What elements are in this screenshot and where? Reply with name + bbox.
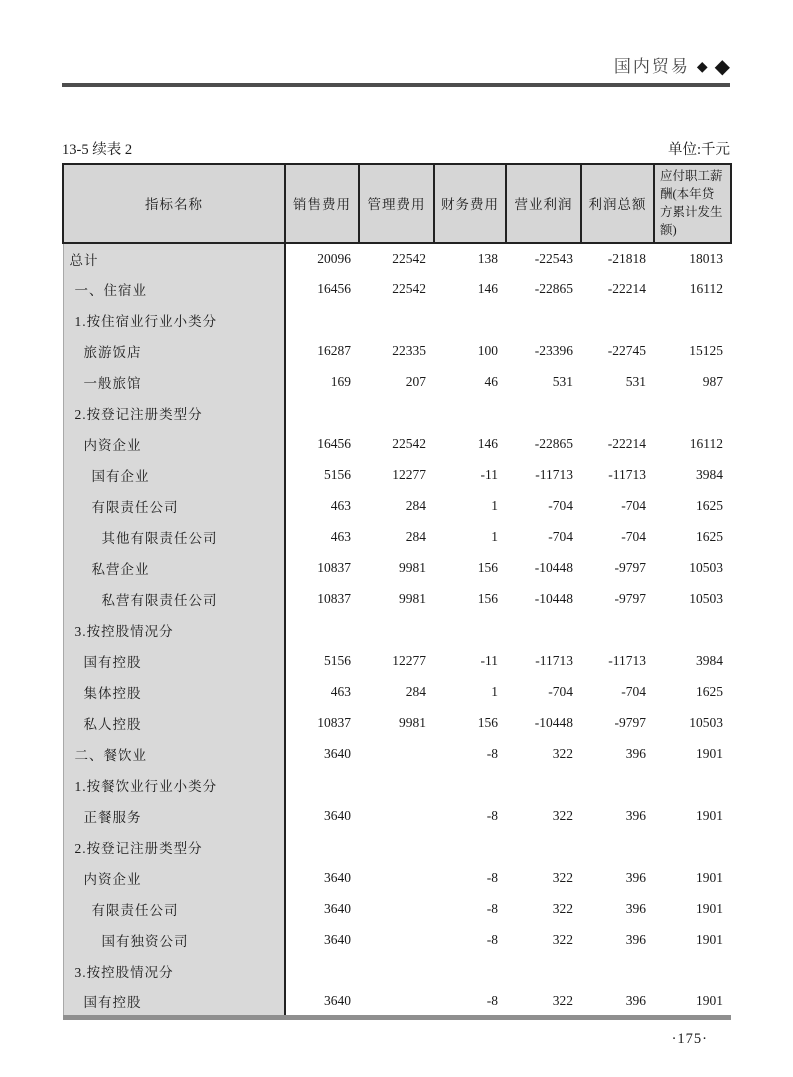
table-row xyxy=(63,429,731,460)
cell-value xyxy=(359,987,434,1018)
cell-value: 169 xyxy=(330,374,351,389)
cell-value xyxy=(434,956,506,987)
cell-value xyxy=(506,305,581,336)
column-header: 利润总额 xyxy=(581,164,654,243)
table-header xyxy=(63,164,731,243)
cell-value: 396 xyxy=(625,746,646,761)
table-row xyxy=(63,522,731,553)
cell-value xyxy=(506,615,581,646)
cell-value xyxy=(581,398,654,429)
cell-value xyxy=(654,615,731,646)
cell-value: 1901 xyxy=(696,746,723,761)
row-label: 私营企业 xyxy=(63,553,285,584)
cell-value: -8 xyxy=(486,746,498,761)
cell-value: 1901 xyxy=(696,870,723,885)
cell-value: 16287 xyxy=(317,343,351,358)
cell-value: 10837 xyxy=(317,715,351,730)
cell-value: -9797 xyxy=(614,591,646,606)
cell-value: 531 xyxy=(552,374,573,389)
cell-value xyxy=(581,615,654,646)
cell-value: 138 xyxy=(477,250,498,266)
table-row xyxy=(63,243,731,274)
statistics-table xyxy=(62,163,732,1020)
cell-value xyxy=(434,832,506,863)
cell-value: 10503 xyxy=(689,560,723,575)
cell-value: 396 xyxy=(625,901,646,916)
row-label: 总计 xyxy=(63,243,285,274)
cell-value: -22214 xyxy=(607,281,646,296)
cell-value: -704 xyxy=(548,684,573,699)
diamond-icon-small: ◆ xyxy=(696,60,708,75)
table-row xyxy=(63,801,731,832)
cell-value: -11 xyxy=(480,467,498,482)
cell-value: -9797 xyxy=(614,715,646,730)
cell-value: 1 xyxy=(491,498,498,513)
column-header: 应付职工薪酬(本年贷方累计发生额) xyxy=(654,164,731,243)
cell-value: 3640 xyxy=(324,870,351,885)
cell-value: 146 xyxy=(477,436,498,451)
cell-value xyxy=(359,832,434,863)
table-row xyxy=(63,367,731,398)
cell-value: 22542 xyxy=(392,250,426,266)
cell-value: 3640 xyxy=(324,932,351,947)
row-label: 3.按控股情况分 xyxy=(63,956,285,987)
cell-value: -11713 xyxy=(535,653,573,668)
cell-value: 322 xyxy=(552,901,573,916)
cell-value: -704 xyxy=(548,498,573,513)
cell-value xyxy=(359,863,434,894)
masthead-rule xyxy=(62,83,730,87)
row-label: 一般旅馆 xyxy=(63,367,285,398)
row-label: 国有企业 xyxy=(63,460,285,491)
cell-value xyxy=(434,398,506,429)
masthead xyxy=(62,56,730,78)
table-number: 13-5 续表 2 xyxy=(62,142,133,158)
unit-label: 单位:千元 xyxy=(667,142,730,158)
cell-value: 16456 xyxy=(317,436,351,451)
cell-value: -10448 xyxy=(534,560,573,575)
table-row xyxy=(63,615,731,646)
table-row xyxy=(63,925,731,956)
cell-value: 322 xyxy=(552,870,573,885)
cell-value xyxy=(359,305,434,336)
cell-value: 46 xyxy=(484,374,498,389)
cell-value xyxy=(285,398,359,429)
cell-value xyxy=(654,398,731,429)
cell-value: -8 xyxy=(486,870,498,885)
cell-value: 1625 xyxy=(696,529,723,544)
cell-value: 5156 xyxy=(324,467,351,482)
cell-value: 16112 xyxy=(689,436,723,451)
cell-value xyxy=(359,739,434,770)
table-row xyxy=(63,460,731,491)
cell-value: 1 xyxy=(491,529,498,544)
cell-value: 284 xyxy=(405,498,426,513)
table-row xyxy=(63,677,731,708)
cell-value xyxy=(285,956,359,987)
table-row xyxy=(63,553,731,584)
column-header: 营业利润 xyxy=(506,164,581,243)
cell-value xyxy=(359,894,434,925)
cell-value: 1901 xyxy=(696,901,723,916)
cell-value: 10503 xyxy=(689,591,723,606)
table-caption xyxy=(62,138,730,159)
cell-value: -22214 xyxy=(607,436,646,451)
table-row xyxy=(63,987,731,1018)
cell-value: 10837 xyxy=(317,591,351,606)
row-label: 有限责任公司 xyxy=(63,894,285,925)
column-header: 指标名称 xyxy=(63,164,285,243)
cell-value xyxy=(359,925,434,956)
cell-value: -8 xyxy=(486,932,498,947)
row-label: 3.按控股情况分 xyxy=(63,615,285,646)
cell-value xyxy=(506,398,581,429)
cell-value xyxy=(359,801,434,832)
cell-value xyxy=(359,770,434,801)
cell-value: -11713 xyxy=(608,467,646,482)
cell-value: 12277 xyxy=(392,467,426,482)
cell-value: 322 xyxy=(552,932,573,947)
row-label: 二、餐饮业 xyxy=(63,739,285,770)
cell-value xyxy=(434,770,506,801)
cell-value: 20096 xyxy=(317,250,351,266)
row-label: 1.按餐饮业行业小类分 xyxy=(63,770,285,801)
cell-value: -11713 xyxy=(535,467,573,482)
cell-value xyxy=(434,615,506,646)
cell-value xyxy=(359,956,434,987)
cell-value: -10448 xyxy=(534,715,573,730)
cell-value: 531 xyxy=(625,374,646,389)
cell-value: 16112 xyxy=(689,281,723,296)
cell-value: 3984 xyxy=(696,467,723,482)
cell-value xyxy=(359,615,434,646)
table-row xyxy=(63,770,731,801)
cell-value: 3640 xyxy=(324,901,351,916)
cell-value: 1 xyxy=(491,684,498,699)
cell-value: 22542 xyxy=(392,281,426,296)
cell-value: -8 xyxy=(486,901,498,916)
column-header: 管理费用 xyxy=(359,164,434,243)
row-label: 2.按登记注册类型分 xyxy=(63,832,285,863)
cell-value: 16456 xyxy=(317,281,351,296)
cell-value: 9981 xyxy=(399,591,426,606)
cell-value: -8 xyxy=(486,808,498,823)
cell-value: 156 xyxy=(477,560,498,575)
cell-value: -704 xyxy=(621,498,646,513)
cell-value: 284 xyxy=(405,529,426,544)
table-row xyxy=(63,894,731,925)
row-label: 2.按登记注册类型分 xyxy=(63,398,285,429)
cell-value xyxy=(654,832,731,863)
cell-value: 3984 xyxy=(696,653,723,668)
row-label: 其他有限责任公司 xyxy=(63,522,285,553)
section-title: 国内贸易 xyxy=(613,57,690,76)
cell-value: 1901 xyxy=(696,992,723,1008)
cell-value xyxy=(506,770,581,801)
page-number: ·175· xyxy=(671,1031,708,1047)
cell-value: -704 xyxy=(621,529,646,544)
cell-value: -22745 xyxy=(607,343,646,358)
row-label: 私人控股 xyxy=(63,708,285,739)
cell-value xyxy=(506,956,581,987)
row-label: 集体控股 xyxy=(63,677,285,708)
cell-value: 156 xyxy=(477,715,498,730)
table-row xyxy=(63,491,731,522)
cell-value: 987 xyxy=(702,374,723,389)
cell-value: 18013 xyxy=(689,250,723,266)
table-row xyxy=(63,863,731,894)
cell-value xyxy=(581,770,654,801)
cell-value xyxy=(285,305,359,336)
cell-value: 463 xyxy=(330,684,351,699)
cell-value: 10837 xyxy=(317,560,351,575)
cell-value: 1625 xyxy=(696,498,723,513)
table-row xyxy=(63,708,731,739)
row-label: 国有独资公司 xyxy=(63,925,285,956)
cell-value: -22543 xyxy=(534,250,573,266)
column-header: 财务费用 xyxy=(434,164,506,243)
row-label: 旅游饭店 xyxy=(63,336,285,367)
cell-value: 12277 xyxy=(392,653,426,668)
cell-value: 463 xyxy=(330,498,351,513)
cell-value: 396 xyxy=(625,808,646,823)
table-row xyxy=(63,305,731,336)
cell-value: -9797 xyxy=(614,560,646,575)
table-row xyxy=(63,274,731,305)
cell-value xyxy=(434,305,506,336)
cell-value: 284 xyxy=(405,684,426,699)
cell-value: -704 xyxy=(548,529,573,544)
row-label: 正餐服务 xyxy=(63,801,285,832)
table-row xyxy=(63,398,731,429)
cell-value: -23396 xyxy=(534,343,573,358)
cell-value: 156 xyxy=(477,591,498,606)
column-header: 销售费用 xyxy=(285,164,359,243)
cell-value: 22542 xyxy=(392,436,426,451)
cell-value xyxy=(285,832,359,863)
cell-value xyxy=(506,832,581,863)
cell-value: -11 xyxy=(480,653,498,668)
cell-value: 3640 xyxy=(324,746,351,761)
cell-value xyxy=(285,770,359,801)
table-row xyxy=(63,832,731,863)
cell-value: 100 xyxy=(477,343,498,358)
diamond-icon-large: ◆ xyxy=(714,56,730,78)
cell-value: -11713 xyxy=(608,653,646,668)
cell-value: 396 xyxy=(625,932,646,947)
table-row xyxy=(63,336,731,367)
table-header-row xyxy=(63,164,731,243)
cell-value xyxy=(581,832,654,863)
cell-value: 10503 xyxy=(689,715,723,730)
cell-value: 207 xyxy=(405,374,426,389)
table-row xyxy=(63,956,731,987)
row-label: 有限责任公司 xyxy=(63,491,285,522)
cell-value: 22335 xyxy=(392,343,426,358)
cell-value: 1901 xyxy=(696,932,723,947)
cell-value: 1625 xyxy=(696,684,723,699)
cell-value: -21818 xyxy=(607,250,646,266)
row-label: 国有控股 xyxy=(63,987,285,1018)
cell-value xyxy=(285,615,359,646)
table-body xyxy=(63,243,731,1018)
cell-value: 146 xyxy=(477,281,498,296)
row-label: 1.按住宿业行业小类分 xyxy=(63,305,285,336)
cell-value: 396 xyxy=(625,870,646,885)
cell-value xyxy=(654,770,731,801)
cell-value: 3640 xyxy=(324,808,351,823)
cell-value: 3640 xyxy=(324,992,351,1008)
cell-value: 9981 xyxy=(399,560,426,575)
cell-value: 9981 xyxy=(399,715,426,730)
table-row xyxy=(63,584,731,615)
cell-value: -8 xyxy=(486,992,498,1008)
row-label: 一、住宿业 xyxy=(63,274,285,305)
table-row xyxy=(63,646,731,677)
cell-value: -22865 xyxy=(534,436,573,451)
cell-value: -22865 xyxy=(534,281,573,296)
cell-value: 5156 xyxy=(324,653,351,668)
cell-value: 322 xyxy=(552,992,573,1008)
row-label: 内资企业 xyxy=(63,863,285,894)
cell-value: -10448 xyxy=(534,591,573,606)
row-label: 国有控股 xyxy=(63,646,285,677)
cell-value: -704 xyxy=(621,684,646,699)
cell-value: 322 xyxy=(552,746,573,761)
row-label: 私营有限责任公司 xyxy=(63,584,285,615)
cell-value: 463 xyxy=(330,529,351,544)
cell-value xyxy=(581,305,654,336)
cell-value xyxy=(581,956,654,987)
table-row xyxy=(63,739,731,770)
cell-value: 1901 xyxy=(696,808,723,823)
cell-value xyxy=(654,956,731,987)
cell-value xyxy=(654,305,731,336)
cell-value: 396 xyxy=(625,992,646,1008)
cell-value: 322 xyxy=(552,808,573,823)
row-label: 内资企业 xyxy=(63,429,285,460)
cell-value xyxy=(359,398,434,429)
cell-value: 15125 xyxy=(689,343,723,358)
